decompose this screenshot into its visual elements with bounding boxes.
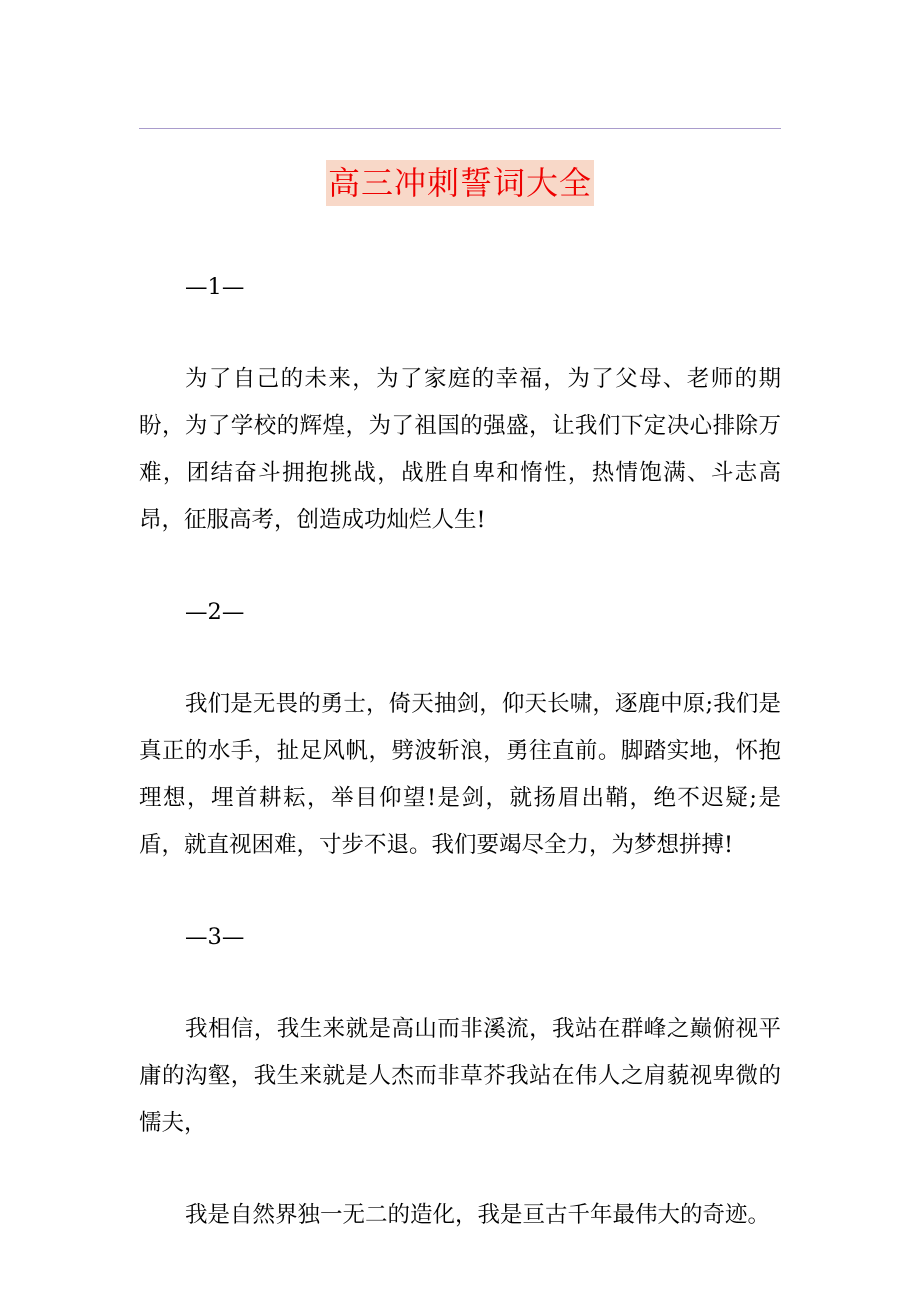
paragraph: 我相信，我生来就是高山而非溪流，我站在群峰之巅俯视平庸的沟壑，我生来就是人杰而非草芥我站在伟人之肩藐视卑微的懦夫， (139, 1016, 781, 1136)
section-marker: —2— (185, 599, 245, 625)
paragraph: 我是自然界独一无二的造化，我是亘古千年最伟大的奇迹。 (185, 1202, 771, 1228)
section-marker: —3— (185, 924, 245, 950)
document-body (139, 264, 781, 1284)
section-marker: —1— (185, 274, 245, 300)
paragraph: 为了自己的未来，为了家庭的幸福，为了父母、老师的期盼，为了学校的辉煌，为了祖国的强盛，让我们下定决心排除万难，团结奋斗拥抱挑战，战胜自卑和惰性，热情饱满、斗志高昂，征服高考，创造成功灿烂人生! (139, 366, 781, 533)
header-divider (139, 128, 781, 129)
document-title: 高三冲刺誓词大全 (326, 160, 594, 206)
paragraph: 我们是无畏的勇士，倚天抽剑，仰天长啸，逐鹿中原;我们是真正的水手，扯足风帆，劈波斩浪，勇往直前。脚踏实地，怀抱理想，埋首耕耘，举目仰望!是剑，就扬眉出鞘，绝不迟疑;是盾，就直视困难，寸步不退。我们要竭尽全力，为梦想拼搏! (139, 691, 781, 858)
title-container (0, 160, 920, 206)
